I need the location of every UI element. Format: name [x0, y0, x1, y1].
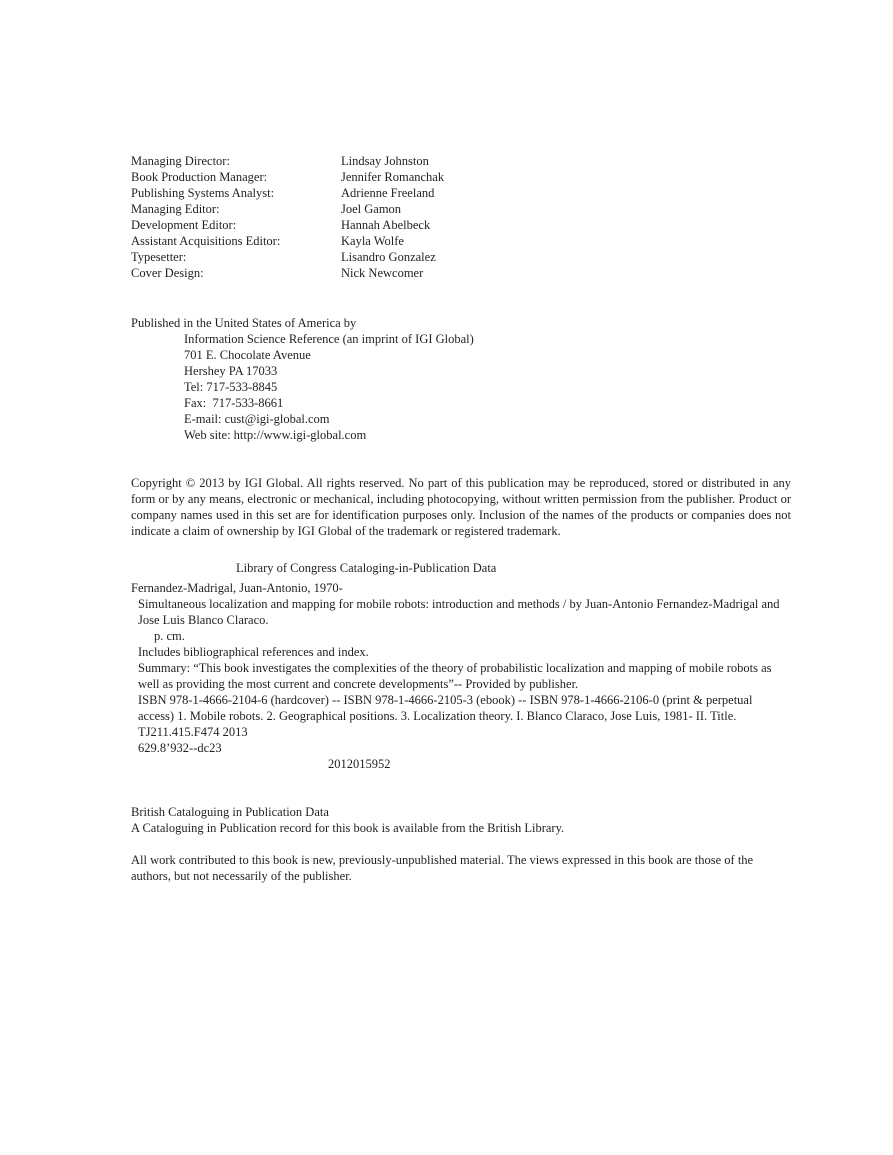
british-cip [131, 804, 791, 836]
credit-name: Kayla Wolfe [341, 234, 404, 248]
cip-heading: Library of Congress Cataloging-in-Publication Data [236, 561, 497, 575]
cip-summary: Summary: “This book investigates the complexities of the theory of probabilistic localization and mapping of mobile robots as well as providing the most current and concrete developments”-- Provided by publisher. [138, 661, 772, 691]
credit-name: Joel Gamon [341, 202, 402, 216]
cip-includes: Includes bibliographical references and index. [138, 645, 369, 659]
publisher-website: Web site: http://www.igi-global.com [184, 428, 367, 442]
all-work-notice: All work contributed to this book is new, previously-unpublished material. The views expressed in this book are those of the authors, but not necessarily of the publisher. [131, 853, 754, 883]
credit-role: Managing Editor: [131, 202, 220, 216]
production-credits [131, 153, 791, 281]
publisher-tel: Tel: 717-533-8845 [184, 380, 278, 394]
credit-role: Assistant Acquisitions Editor: [131, 234, 281, 248]
british-cip-heading: British Cataloguing in Publication Data [131, 805, 329, 819]
credit-name: Hannah Abelbeck [341, 218, 431, 232]
credit-name: Nick Newcomer [341, 266, 424, 280]
credit-name: Lisandro Gonzalez [341, 250, 436, 264]
credit-role: Managing Director: [131, 154, 230, 168]
publisher-city: Hershey PA 17033 [184, 364, 278, 378]
cip-isbn: ISBN 978-1-4666-2104-6 (hardcover) -- ISBN 978-1-4666-2105-3 (ebook) -- ISBN 978-1-4666-2106-0 (print & perpetual access) 1. Mobile robots. 2. Geographical positions. 3. Localization theory. I. Blanco Claraco, Jose Luis, 1981- II. Title. [138, 693, 753, 723]
copyright-page [131, 153, 791, 884]
credit-role: Cover Design: [131, 266, 204, 280]
publisher-name: Information Science Reference (an imprint of IGI Global) [184, 332, 474, 346]
cip-dewey: 629.8’932--dc23 [138, 741, 222, 755]
credit-name: Adrienne Freeland [341, 186, 435, 200]
credit-name: Lindsay Johnston [341, 154, 429, 168]
credit-role: Typesetter: [131, 250, 187, 264]
publisher-intro: Published in the United States of America by [131, 316, 357, 330]
publisher-email: E-mail: cust@igi-global.com [184, 412, 330, 426]
credit-role: Publishing Systems Analyst: [131, 186, 275, 200]
publisher-block [131, 315, 791, 443]
cip-pcm: p. cm. [154, 629, 185, 643]
copyright-notice: Copyright © 2013 by IGI Global. All rights reserved. No part of this publication may be reproduced, stored or distributed in any form or by any means, electronic or mechanical, including photocopying, without written permission from the publisher. Product or company names used in this set are for identification purposes only. Inclusion of the names of the products or companies does not indicate a claim of ownership by IGI Global of the trademark or registered trademark. [131, 476, 791, 538]
publisher-street: 701 E. Chocolate Avenue [184, 348, 311, 362]
british-cip-text: A Cataloguing in Publication record for this book is available from the British Library. [131, 821, 565, 835]
cip-record [131, 580, 791, 772]
cip-author: Fernandez-Madrigal, Juan-Antonio, 1970- [131, 581, 343, 595]
publisher-fax: Fax: 717-533-8661 [184, 396, 284, 410]
cip-lc-class: TJ211.415.F474 2013 [138, 725, 248, 739]
credit-role: Book Production Manager: [131, 170, 268, 184]
credit-role: Development Editor: [131, 218, 237, 232]
cip-lccn: 2012015952 [328, 757, 391, 771]
cip-title: Simultaneous localization and mapping for mobile robots: introduction and methods / by Juan-Antonio Fernandez-Madrigal and Jose Luis Blanco Claraco. [138, 597, 780, 627]
credit-name: Jennifer Romanchak [341, 170, 445, 184]
